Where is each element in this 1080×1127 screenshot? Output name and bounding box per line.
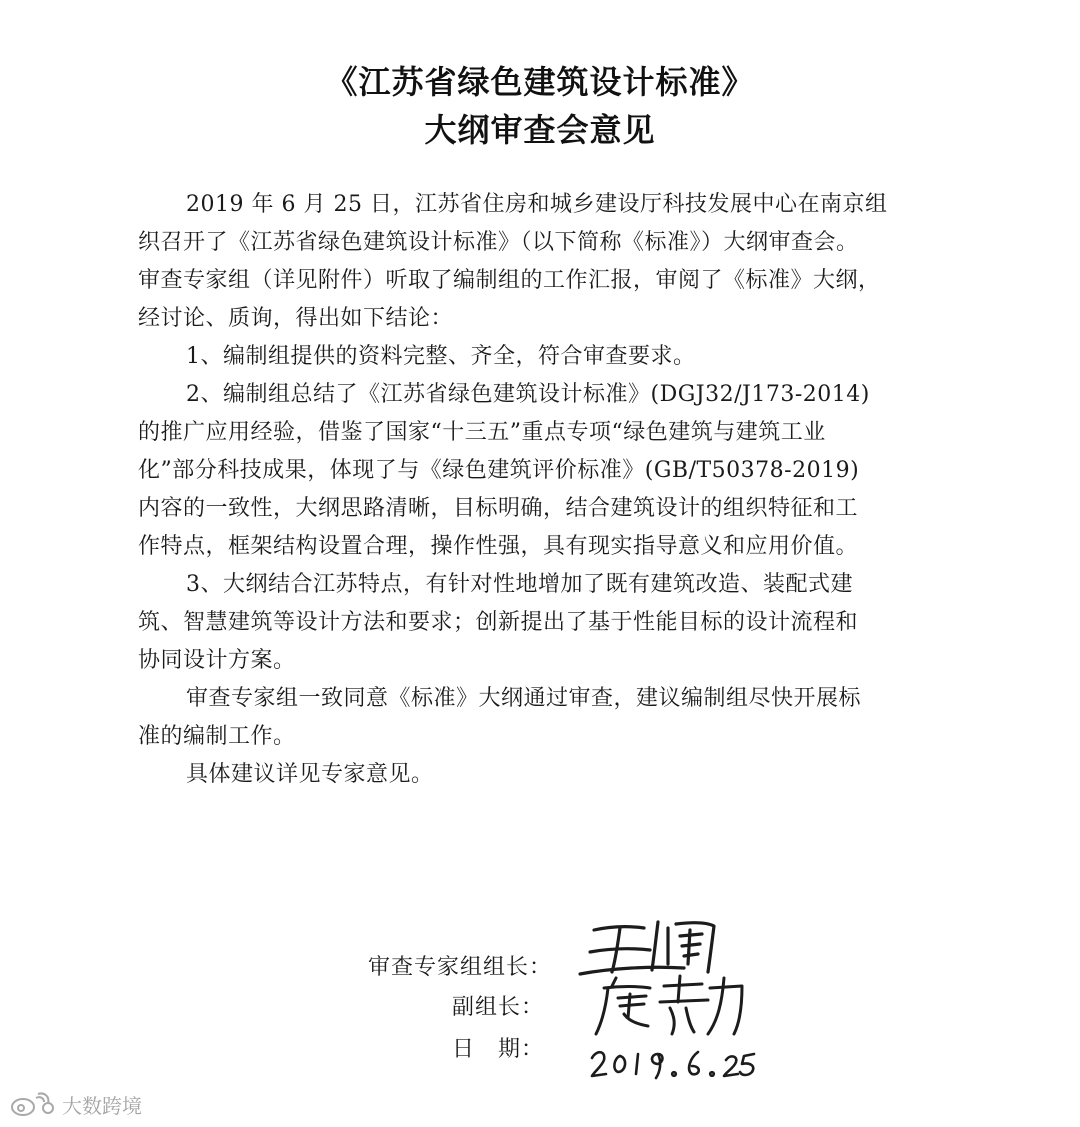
body-line: 2019 年 6 月 25 日，江苏省住房和城乡建设厅科技发展中心在南京组 [186,192,888,217]
body-line: 审查专家组（详见附件）听取了编制组的工作汇报，审阅了《标准》大纲， [138,268,881,293]
body-line: 的推广应用经验，借鉴了国家“十三五”重点专项“绿色建筑与建筑工业 [138,420,826,445]
body-line: 织召开了《江苏省绿色建筑设计标准》（以下简称《标准》）大纲审查会。 [138,230,859,255]
body-line: 具体建议详见专家意见。 [186,762,434,787]
body-line: 准的编制工作。 [138,724,296,749]
title-line-2: 大纲审查会意见 [424,111,656,149]
weibo-logo-icon [8,1092,56,1118]
body-line: 筑、智慧建筑等设计方法和要求；创新提出了基于性能目标的设计流程和 [138,610,859,635]
body-line: 审查专家组一致同意《标准》大纲通过审查，建议编制组尽快开展标 [186,686,862,711]
body-line: 2、编制组总结了《江苏省绿色建筑设计标准》(DGJ32/J173-2014) [186,382,870,407]
watermark [8,1090,142,1119]
body-line: 协同设计方案。 [138,648,296,673]
body-line: 1、编制组提供的资料完整、齐全，符合审查要求。 [186,344,696,369]
body-line: 化”部分科技成果，体现了与《绿色建筑评价标准》(GB/T50378-2019) [138,458,860,483]
leader-label: 审查专家组组长： [368,955,553,980]
body-line: 作特点，框架结构设置合理，操作性强，具有现实指导意义和应用价值。 [138,534,859,559]
watermark-text: 大数跨境 [62,1094,142,1118]
body-line: 经讨论、质询，得出如下结论： [138,306,454,331]
title-line-1: 《江苏省绿色建筑设计标准》 [325,63,755,101]
deputy-label: 副组长： [452,995,545,1020]
date-label: 日 期： [452,1037,545,1062]
body-line: 3、大纲结合江苏特点，有针对性地增加了既有建筑改造、装配式建 [186,572,853,597]
body-line: 内容的一致性，大纲思路清晰，目标明确，结合建筑设计的组织特征和工 [138,496,859,521]
deputy-signature [590,972,760,1040]
handwritten-date [586,1036,766,1086]
